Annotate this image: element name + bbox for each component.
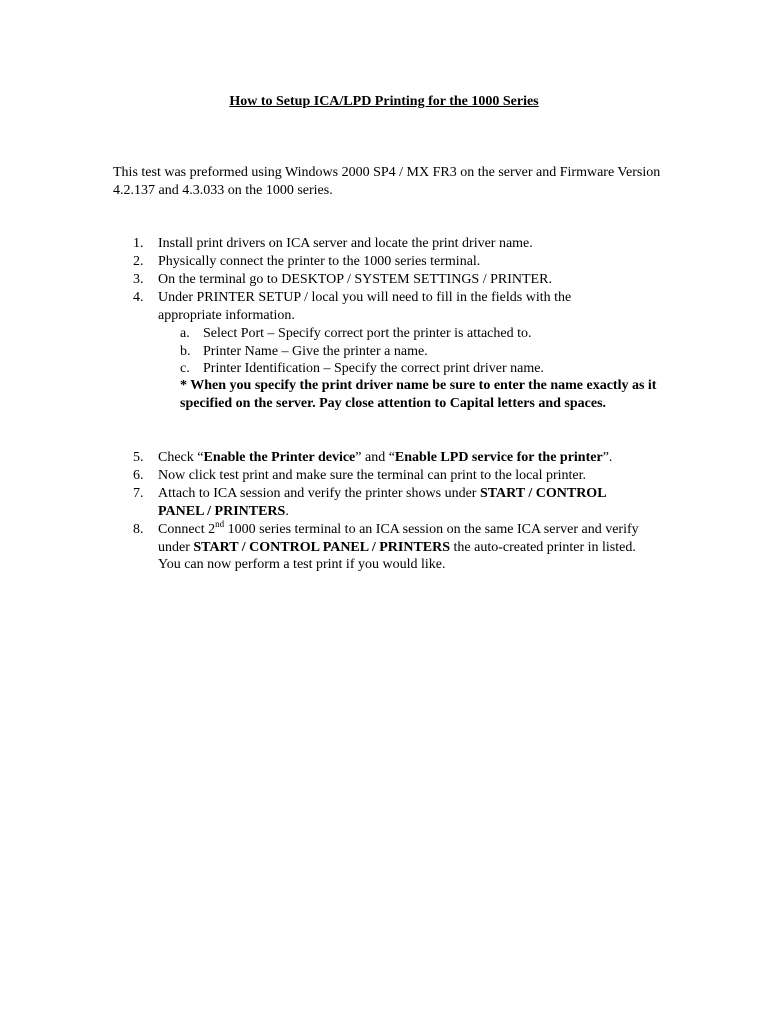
list-text: Now click test print and make sure the terminal can print to the local printer. bbox=[158, 468, 587, 483]
document-title: How to Setup ICA/LPD Printing for the 1000 Series bbox=[229, 94, 539, 109]
list-text: Check “Enable the Printer device” and “Enable LPD service for the printer”. bbox=[158, 450, 613, 465]
list-text: Physically connect the printer to the 1000 series terminal. bbox=[158, 254, 481, 269]
emphasis: Enable the Printer device bbox=[203, 450, 356, 465]
list-text: Under PRINTER SETUP / local you will need to fill in the fields with the appropriate information. bbox=[158, 290, 572, 323]
list-number: 7. bbox=[133, 486, 144, 501]
list-text: Connect 2nd 1000 series terminal to an ICA session on the same ICA server and verify under START / CONTROL PANEL / PRINTERS the auto-created printer in listed. You can now perform a test print if you would like. bbox=[158, 519, 639, 572]
sub-list-text: Printer Name – Give the printer a name. bbox=[203, 344, 428, 359]
list-text: Attach to ICA session and verify the printer shows under START / CONTROL PANEL / PRINTERS. bbox=[158, 486, 606, 519]
list-number: 5. bbox=[133, 450, 144, 465]
emphasis: START / CONTROL PANEL / PRINTERS bbox=[158, 486, 606, 519]
sub-list-letter: c. bbox=[180, 361, 190, 376]
important-note: * When you specify the print driver name be sure to enter the name exactly as it specified on the server. Pay close attention to Capital letters and spaces. bbox=[180, 378, 657, 411]
sub-list-text: Select Port – Specify correct port the printer is attached to. bbox=[203, 326, 532, 341]
sub-list-text: Printer Identification – Specify the correct print driver name. bbox=[203, 361, 544, 376]
list-text: Install print drivers on ICA server and locate the print driver name. bbox=[158, 236, 533, 251]
list-number: 4. bbox=[133, 290, 144, 305]
superscript: nd bbox=[215, 519, 225, 529]
list-number: 3. bbox=[133, 272, 144, 287]
sub-list-letter: b. bbox=[180, 344, 191, 359]
emphasis: Enable LPD service for the printer bbox=[394, 450, 603, 465]
list-text: On the terminal go to DESKTOP / SYSTEM SETTINGS / PRINTER. bbox=[158, 272, 552, 287]
list-number: 1. bbox=[133, 236, 144, 251]
list-number: 2. bbox=[133, 254, 144, 269]
list-number: 8. bbox=[133, 522, 144, 537]
sub-list-letter: a. bbox=[180, 326, 190, 341]
list-number: 6. bbox=[133, 468, 144, 483]
intro-paragraph: This test was preformed using Windows 2000 SP4 / MX FR3 on the server and Firmware Version 4.2.137 and 4.3.033 on the 1000 series. bbox=[113, 165, 661, 198]
emphasis: START / CONTROL PANEL / PRINTERS bbox=[193, 539, 451, 555]
